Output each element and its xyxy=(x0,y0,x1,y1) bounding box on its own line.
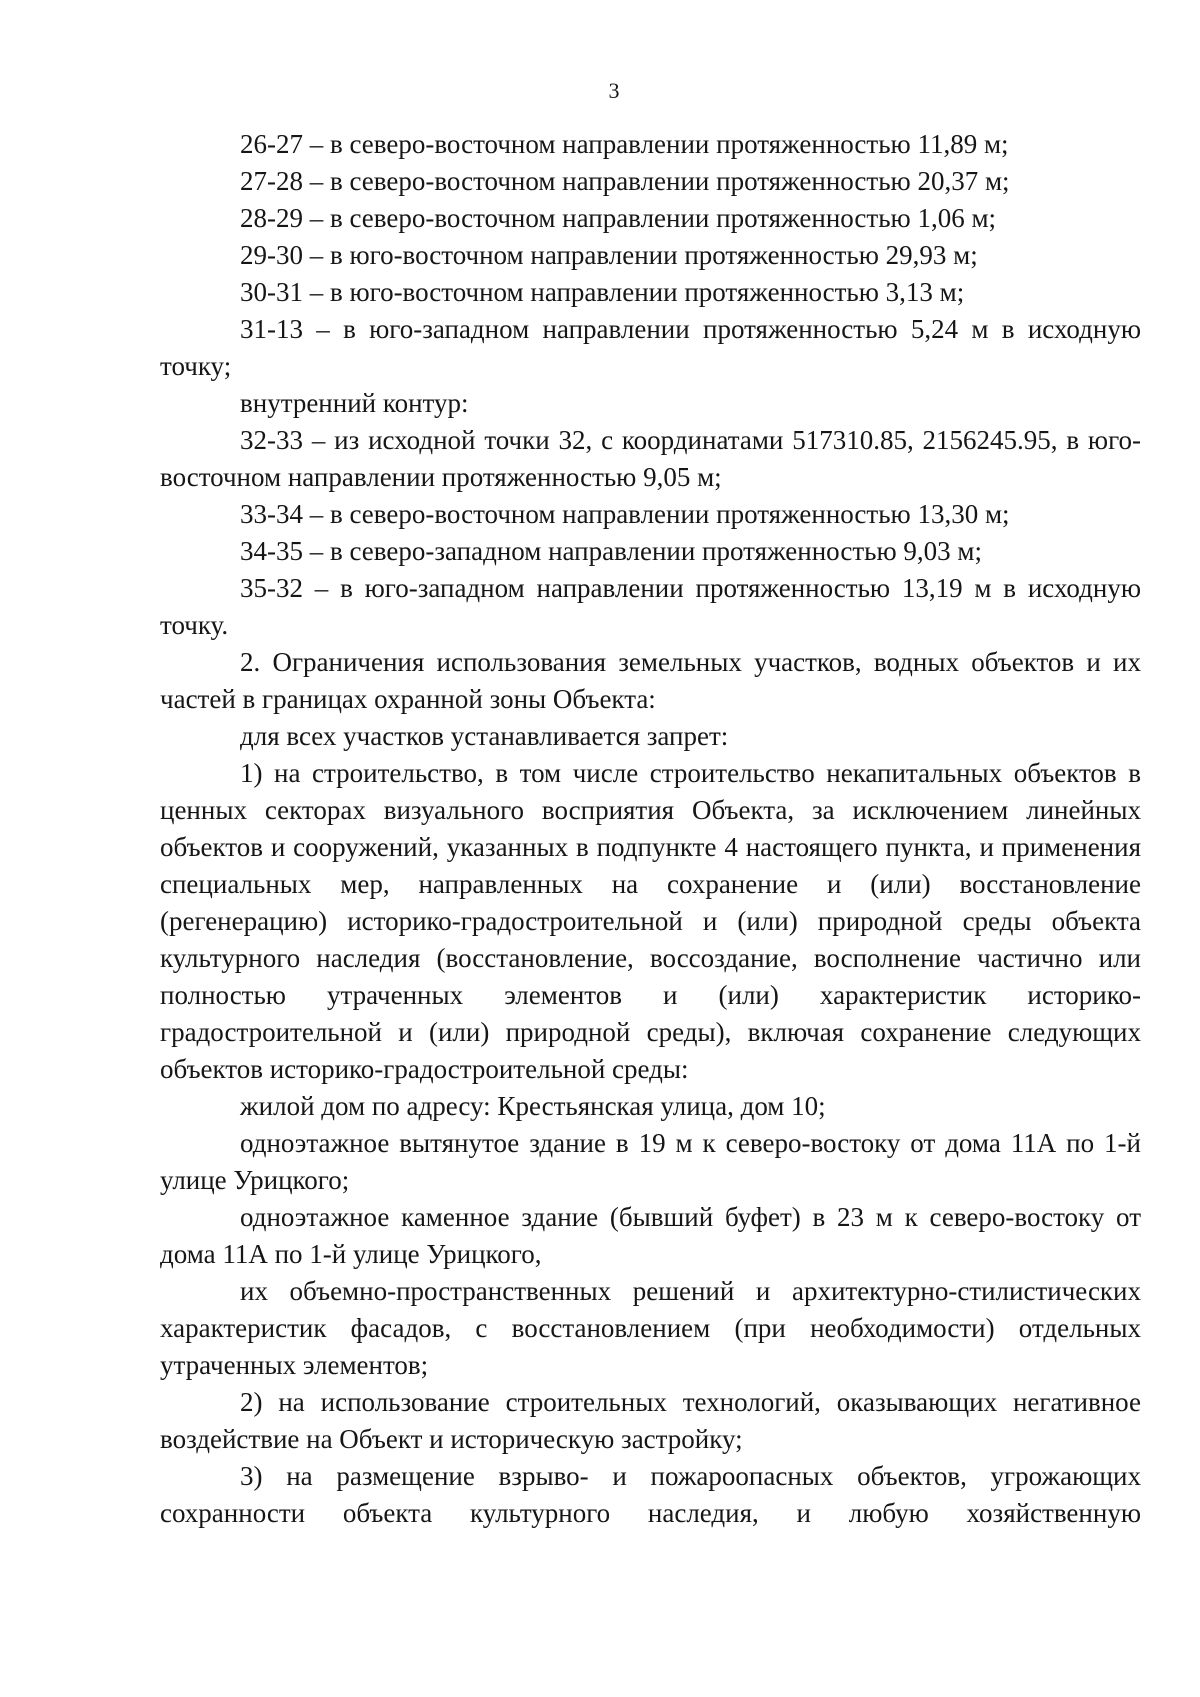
boundary-segment-32-33: 32-33 – из исходной точки 32, с координатами 517310.85, 2156245.95, в юго-восточном направлении протяженностью 9,05 м; xyxy=(160,425,1141,492)
section-2-restrictions: 2. Ограничения использования земельных участков, водных объектов и их частей в границах охранной зоны Объекта: xyxy=(160,647,1141,714)
prohibition-item-2: 2) на использование строительных технологий, оказывающих негативное воздействие на Объект и историческую застройку; xyxy=(160,1387,1141,1454)
prohibition-intro: для всех участков устанавливается запрет: xyxy=(240,721,729,751)
prohibition-item-3: 3) на размещение взрыво- и пожароопасных объектов, угрожающих сохранности объекта культурного наследия, и любую хозяйственную xyxy=(160,1461,1141,1528)
document-body xyxy=(160,126,1141,1532)
page-number: 3 xyxy=(608,78,620,103)
protected-building-3: одноэтажное каменное здание (бывший буфет) в 23 м к северо-востоку от дома 11А по 1-й улице Урицкого, xyxy=(160,1202,1141,1269)
boundary-segment-27-28: 27-28 – в северо-восточном направлении протяженностью 20,37 м; xyxy=(240,166,1010,196)
protected-building-2: одноэтажное вытянутое здание в 19 м к северо-востоку от дома 11А по 1-й улице Урицкого; xyxy=(160,1128,1141,1195)
protected-building-1: жилой дом по адресу: Крестьянская улица, дом 10; xyxy=(240,1091,826,1121)
boundary-segment-28-29: 28-29 – в северо-восточном направлении протяженностью 1,06 м; xyxy=(240,203,997,233)
boundary-segment-33-34: 33-34 – в северо-восточном направлении протяженностью 13,30 м; xyxy=(240,499,1010,529)
prohibition-item-1: 1) на строительство, в том числе строительство некапитальных объектов в ценных секторах визуального восприятия Объекта, за исключением линейных объектов и сооружений, указанных в подпункте 4 настоящего пункта, и применения специальных мер, направленных на сохранение и (или) восстановление (регенерацию) историко-градостроительной и (или) природной среды объекта культурного наследия (восстановление, воссоздание, восполнение частично или полностью утраченных элементов и (или) характеристик историко-градостроительной и (или) природной среды), включая сохранение следующих объектов историко-градостроительной среды: xyxy=(160,758,1141,1084)
preservation-clause: их объемно-пространственных решений и архитектурно-стилистических характеристик фасадов, с восстановлением (при необходимости) отдельных утраченных элементов; xyxy=(160,1276,1141,1380)
boundary-segment-31-13: 31-13 – в юго-западном направлении протяженностью 5,24 м в исходную точку; xyxy=(160,314,1141,381)
inner-contour-heading: внутренний контур: xyxy=(240,388,469,418)
boundary-segment-34-35: 34-35 – в северо-западном направлении протяженностью 9,03 м; xyxy=(240,536,982,566)
boundary-segment-35-32: 35-32 – в юго-западном направлении протяженностью 13,19 м в исходную точку. xyxy=(160,573,1141,640)
boundary-segment-30-31: 30-31 – в юго-восточном направлении протяженностью 3,13 м; xyxy=(240,277,965,307)
boundary-segment-29-30: 29-30 – в юго-восточном направлении протяженностью 29,93 м; xyxy=(240,240,978,270)
boundary-segment-26-27: 26-27 – в северо-восточном направлении протяженностью 11,89 м; xyxy=(240,129,1009,159)
